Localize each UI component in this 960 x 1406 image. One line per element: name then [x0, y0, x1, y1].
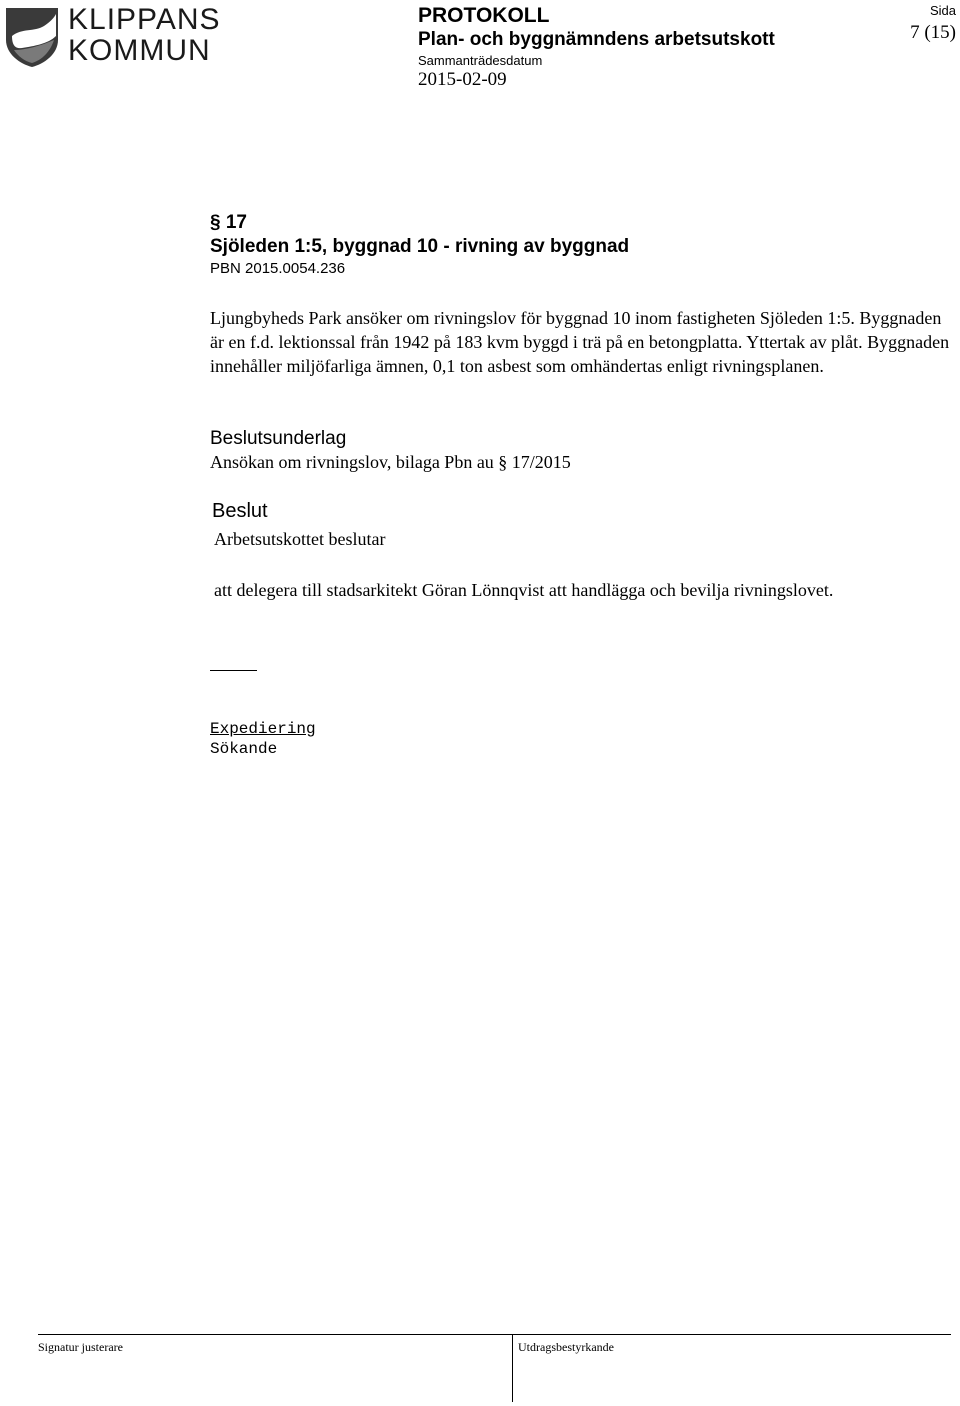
document-type: PROTOKOLL — [418, 4, 550, 27]
decision-intro: Arbetsutskottet beslutar — [214, 529, 386, 549]
paragraph-number: § 17 — [210, 212, 247, 233]
shield-emblem-icon — [4, 6, 60, 68]
logo-line-1: KLIPPANS — [68, 3, 221, 36]
footer-rule — [38, 1334, 951, 1335]
basis-text: Ansökan om rivningslov, bilaga Pbn au § 17/2015 — [210, 452, 571, 472]
case-number: PBN 2015.0054.236 — [210, 260, 346, 277]
page-number: 7 (15) — [910, 22, 956, 43]
committee-name: Plan- och byggnämndens arbetsutskott — [418, 29, 775, 50]
certification-label: Utdragsbestyrkande — [518, 1340, 614, 1354]
case-description: Ljungbyheds Park ansöker om rivningslov för byggnad 10 inom fastigheten Sjöleden 1:5. Byggnaden är en f.d. lektionssal från 1942 på 183 kvm byggd i trä på en betongplatta. Yttertak av plåt. Byggnaden innehåller miljöfarliga ämnen, 0,1 ton asbest som omhändertas enligt rivningsplanen. — [210, 308, 950, 376]
dispatch-heading: Expediering — [210, 720, 316, 738]
case-title: Sjöleden 1:5, byggnad 10 - rivning av byggnad — [210, 236, 630, 257]
decision-text: att delegera till stadsarkitekt Göran Lönnqvist att handlägga och bevilja rivningslovet. — [214, 580, 834, 600]
basis-heading: Beslutsunderlag — [210, 428, 347, 449]
signature-label: Signatur justerare — [38, 1340, 123, 1354]
page-label: Sida — [929, 3, 956, 18]
municipality-logo — [4, 4, 219, 70]
meeting-date: 2015-02-09 — [418, 69, 507, 90]
footer-divider — [512, 1334, 513, 1402]
meeting-date-label: Sammanträdesdatum — [418, 53, 543, 68]
logo-line-2: KOMMUN — [68, 34, 211, 67]
section-divider — [210, 670, 257, 671]
logo-wordmark — [68, 4, 221, 66]
decision-heading: Beslut — [212, 500, 268, 522]
dispatch-recipient: Sökande — [210, 740, 278, 758]
